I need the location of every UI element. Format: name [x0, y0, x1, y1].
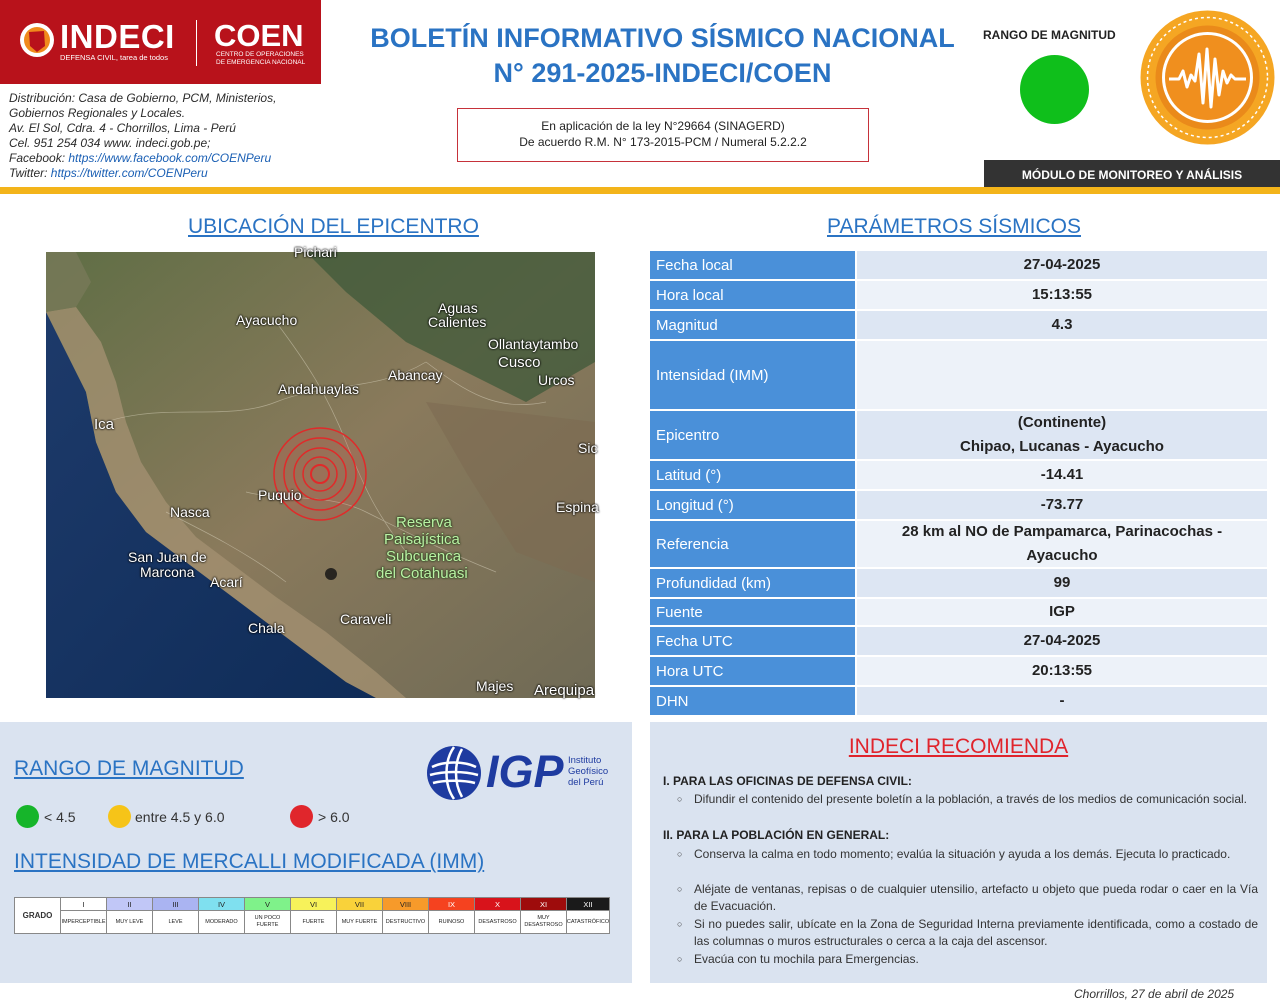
- param-value-line-2: Ayacucho: [1026, 547, 1098, 564]
- recommendation-heading-2: II. PARA LA POBLACIÓN EN GENERAL:: [663, 828, 890, 842]
- param-label: Fecha local: [650, 251, 855, 279]
- monitoring-module-bar: MÓDULO DE MONITOREO Y ANÁLISIS: [984, 160, 1280, 187]
- mercalli-level-label: DESASTROSO: [478, 918, 517, 925]
- twitter-line: [9, 166, 309, 181]
- param-row-hora-utc: [650, 657, 1267, 685]
- mercalli-level-num: VII: [337, 898, 382, 911]
- map-label-aguas-calientes-2: Calientes: [428, 314, 487, 330]
- legend-label-medium: entre 4.5 y 6.0: [135, 809, 225, 825]
- mercalli-level-7: [337, 898, 383, 933]
- facebook-link[interactable]: https://www.facebook.com/COENPeru: [68, 151, 272, 165]
- mercalli-level-num: III: [153, 898, 198, 911]
- header-divider: [0, 187, 1280, 194]
- magnitude-range-indicator: [1020, 55, 1089, 124]
- param-value: [857, 341, 1267, 409]
- map-label-ica: Ica: [94, 416, 115, 433]
- mercalli-level-label: RUINOSO: [438, 918, 465, 925]
- param-label: Intensidad (IMM): [650, 341, 855, 409]
- legend-dot-high: [290, 805, 313, 828]
- igp-subtitle-3: del Perú: [568, 777, 604, 788]
- mercalli-level-label: FUERTE: [302, 918, 325, 925]
- mercalli-level-num: XI: [521, 898, 566, 911]
- mercalli-level-label: LEVE: [168, 918, 183, 925]
- map-label-aguas-calientes-1: Aguas: [438, 300, 478, 316]
- mercalli-level-num: II: [107, 898, 152, 911]
- map-label-reserva-4: del Cotahuasi: [376, 565, 468, 582]
- param-label: Profundidad (km): [650, 569, 855, 597]
- param-value: 99: [857, 569, 1267, 597]
- param-label: Referencia: [650, 521, 855, 567]
- map-label-arequipa: Arequipa: [534, 682, 595, 699]
- coen-subtitle-2: DE EMERGENCIA NACIONAL: [216, 59, 306, 66]
- mercalli-level-num: IV: [199, 898, 244, 911]
- map-label-san-juan-1: San Juan de: [128, 549, 207, 565]
- map-label-urcos: Urcos: [538, 372, 575, 388]
- param-label: Latitud (°): [650, 461, 855, 489]
- mercalli-level-label: MUY FUERTE: [341, 918, 378, 925]
- param-value: [857, 521, 1267, 567]
- mercalli-level-num: XII: [567, 898, 609, 911]
- param-row-epicentro: [650, 411, 1267, 459]
- map-label-san-juan-2: Marcona: [140, 564, 195, 580]
- param-label: Epicentro: [650, 411, 855, 459]
- param-row-fecha-utc: [650, 627, 1267, 655]
- igp-subtitle-1: Instituto: [568, 755, 602, 766]
- map-label-abancay: Abancay: [388, 367, 443, 383]
- map-label-ollantaytambo: Ollantaytambo: [488, 336, 579, 352]
- igp-subtitle-2: Geofísico: [568, 766, 609, 777]
- mercalli-level-1: [61, 898, 107, 933]
- mercalli-level-8: [383, 898, 429, 933]
- map-label-sicuani: Sic: [578, 440, 598, 456]
- map-label-nasca: Nasca: [170, 504, 210, 520]
- param-row-profundidad: [650, 569, 1267, 597]
- magnitude-legend-title: RANGO DE MAGNITUD: [14, 757, 244, 780]
- param-label: Longitud (°): [650, 491, 855, 519]
- param-value-line-1: 28 km al NO de Pampamarca, Parinacochas -: [901, 523, 1223, 540]
- mercalli-scale-title: INTENSIDAD DE MERCALLI MODIFICADA (IMM): [14, 850, 485, 873]
- map-label-chala: Chala: [248, 620, 285, 636]
- mercalli-level-9: [429, 898, 475, 933]
- param-label: Magnitud: [650, 311, 855, 339]
- param-value: 15:13:55: [857, 281, 1267, 309]
- map-label-pichari: Pichari: [294, 244, 337, 260]
- map-label-puquio: Puquio: [258, 487, 302, 503]
- param-value: 20:13:55: [857, 657, 1267, 685]
- facebook-label: Facebook:: [9, 151, 69, 165]
- param-value: 27-04-2025: [857, 627, 1267, 655]
- param-value: 4.3: [857, 311, 1267, 339]
- mercalli-level-label: UN POCO FUERTE: [254, 915, 281, 928]
- mercalli-level-label: CATASTRÓFICO: [566, 918, 610, 925]
- param-row-fecha-local: [650, 251, 1267, 279]
- param-row-referencia: [650, 521, 1267, 567]
- indeci-wordmark: INDECI: [60, 18, 175, 55]
- recommendation-item: ○ Difundir el contenido del presente boletín a la población, a través de los medios de comunicación social.: [694, 791, 1258, 808]
- param-label: Fuente: [650, 599, 855, 625]
- param-row-intensidad: [650, 341, 1267, 409]
- mercalli-level-11: [521, 898, 567, 933]
- coen-wordmark: COEN: [214, 18, 304, 53]
- mercalli-level-3: [153, 898, 199, 933]
- bulletin-number: N° 291-2025-INDECI/COEN: [493, 58, 832, 88]
- distribution-line-1: Distribución: Casa de Gobierno, PCM, Ministerios,: [9, 91, 277, 105]
- indeci-tagline: DEFENSA CIVIL, tarea de todos: [60, 53, 168, 62]
- igp-subtitle: [568, 755, 608, 788]
- mercalli-level-label: MUY DESASTROSO: [524, 915, 563, 928]
- bulletin-title: BOLETÍN INFORMATIVO SÍSMICO NACIONAL: [370, 23, 955, 53]
- param-row-magnitud: [650, 311, 1267, 339]
- param-value: -73.77: [857, 491, 1267, 519]
- legend-dot-medium: [108, 805, 131, 828]
- mercalli-level-12: [567, 898, 609, 933]
- map-label-espinar: Espina: [556, 499, 599, 515]
- legend-label-high: > 6.0: [318, 809, 350, 825]
- params-section-title: PARÁMETROS SÍSMICOS: [827, 215, 1081, 238]
- map-label-reserva-3: Subcuenca: [386, 548, 462, 565]
- param-value: [857, 411, 1267, 459]
- igp-globe-icon: [426, 745, 482, 801]
- mercalli-level-10: [475, 898, 521, 933]
- igp-wordmark: IGP: [486, 746, 564, 797]
- param-label: Fecha UTC: [650, 627, 855, 655]
- epicenter-section-title: UBICACIÓN DEL EPICENTRO: [188, 215, 479, 238]
- legend-dot-low: [16, 805, 39, 828]
- mercalli-level-num: IX: [429, 898, 474, 911]
- magnitude-range-label: RANGO DE MAGNITUD: [983, 28, 1116, 42]
- param-row-dhn: [650, 687, 1267, 715]
- param-label: Hora UTC: [650, 657, 855, 685]
- mercalli-level-2: [107, 898, 153, 933]
- law-line-2: De acuerdo R.M. N° 173-2015-PCM / Numeral 5.2.2.2: [519, 135, 807, 149]
- epicenter-map[interactable]: [46, 244, 599, 699]
- map-label-reserva-1: Reserva: [396, 514, 452, 531]
- footer-date: Chorrillos, 27 de abril de 2025: [1074, 987, 1235, 1001]
- mercalli-level-4: [199, 898, 245, 933]
- distribution-line-2: Gobiernos Regionales y Locales.: [9, 106, 186, 120]
- mercalli-level-5: [245, 898, 291, 933]
- mercalli-level-num: VI: [291, 898, 336, 911]
- param-row-hora-local: [650, 281, 1267, 309]
- param-label: DHN: [650, 687, 855, 715]
- param-value: -: [857, 687, 1267, 715]
- twitter-label: Twitter:: [9, 166, 51, 180]
- twitter-link[interactable]: https://twitter.com/COENPeru: [50, 166, 208, 180]
- param-value-line-1: (Continente): [1017, 414, 1107, 431]
- param-value: -14.41: [857, 461, 1267, 489]
- mercalli-level-label: MODERADO: [205, 918, 238, 925]
- mercalli-grado-header: GRADO: [15, 898, 61, 933]
- mercalli-level-label: MUY LEVE: [115, 918, 144, 925]
- legend-label-low: < 4.5: [44, 809, 76, 825]
- recommendation-item: ○ Evacúa con tu mochila para Emergencias.: [694, 951, 1258, 968]
- coen-subtitle-1: CENTRO DE OPERACIONES: [216, 51, 304, 58]
- param-value: 27-04-2025: [857, 251, 1267, 279]
- mercalli-level-num: V: [245, 898, 290, 911]
- param-row-longitud: [650, 491, 1267, 519]
- recommendation-heading-1: I. PARA LAS OFICINAS DE DEFENSA CIVIL:: [663, 774, 912, 788]
- mercalli-level-label: IMPERCEPTIBLE: [61, 918, 106, 925]
- param-row-latitud: [650, 461, 1267, 489]
- mercalli-level-6: [291, 898, 337, 933]
- param-value-line-2: Chipao, Lucanas - Ayacucho: [960, 438, 1164, 455]
- map-label-majes: Majes: [476, 678, 514, 694]
- indeci-emblem-icon: [18, 18, 56, 66]
- distribution-line-3: Av. El Sol, Cdra. 4 - Chorrillos, Lima - Perú: [9, 121, 236, 135]
- mercalli-level-num: VIII: [383, 898, 428, 911]
- map-label-ayacucho: Ayacucho: [236, 312, 298, 328]
- law-box: [457, 108, 869, 162]
- mercalli-level-num: X: [475, 898, 520, 911]
- logo-divider: [196, 20, 197, 66]
- param-label: Hora local: [650, 281, 855, 309]
- map-label-acari: Acarí: [210, 574, 243, 590]
- map-terrain: [46, 252, 598, 698]
- mercalli-level-label: DESTRUCTIVO: [385, 918, 426, 925]
- distribution-line-4: Cel. 951 254 034 www. indeci.gob.pe;: [9, 136, 211, 150]
- mercalli-scale-table: [14, 897, 610, 934]
- law-line-1: En aplicación de la ley N°29664 (SINAGERD): [541, 119, 785, 133]
- map-label-cusco: Cusco: [498, 354, 541, 371]
- facebook-line: [9, 151, 309, 166]
- map-label-reserva-2: Paisajística: [384, 531, 460, 548]
- param-row-fuente: [650, 599, 1267, 625]
- recommendations-title: INDECI RECOMIENDA: [848, 735, 1069, 758]
- distribution-info: [9, 91, 309, 181]
- map-label-caraveli: Caraveli: [340, 611, 392, 627]
- mercalli-level-num: I: [61, 898, 106, 911]
- param-value: IGP: [857, 599, 1267, 625]
- recommendation-item: ○ Conserva la calma en todo momento; evalúa la situación y ayuda a los demás. Ejecuta lo practicado.: [694, 846, 1258, 863]
- map-label-andahuaylas: Andahuaylas: [278, 381, 359, 397]
- recommendation-item: ○ Aléjate de ventanas, repisas o de cualquier utensilio, artefacto u objeto que pueda rodar o caer en la Vía de Evacuación.: [694, 881, 1258, 915]
- recommendation-item: ○ Si no puedes salir, ubícate en la Zona de Seguridad Interna previamente identificada, como a costado de las columnas o muros estructurales o cerca a la caja del ascensor.: [694, 916, 1258, 950]
- seismograph-icon: [1139, 9, 1276, 146]
